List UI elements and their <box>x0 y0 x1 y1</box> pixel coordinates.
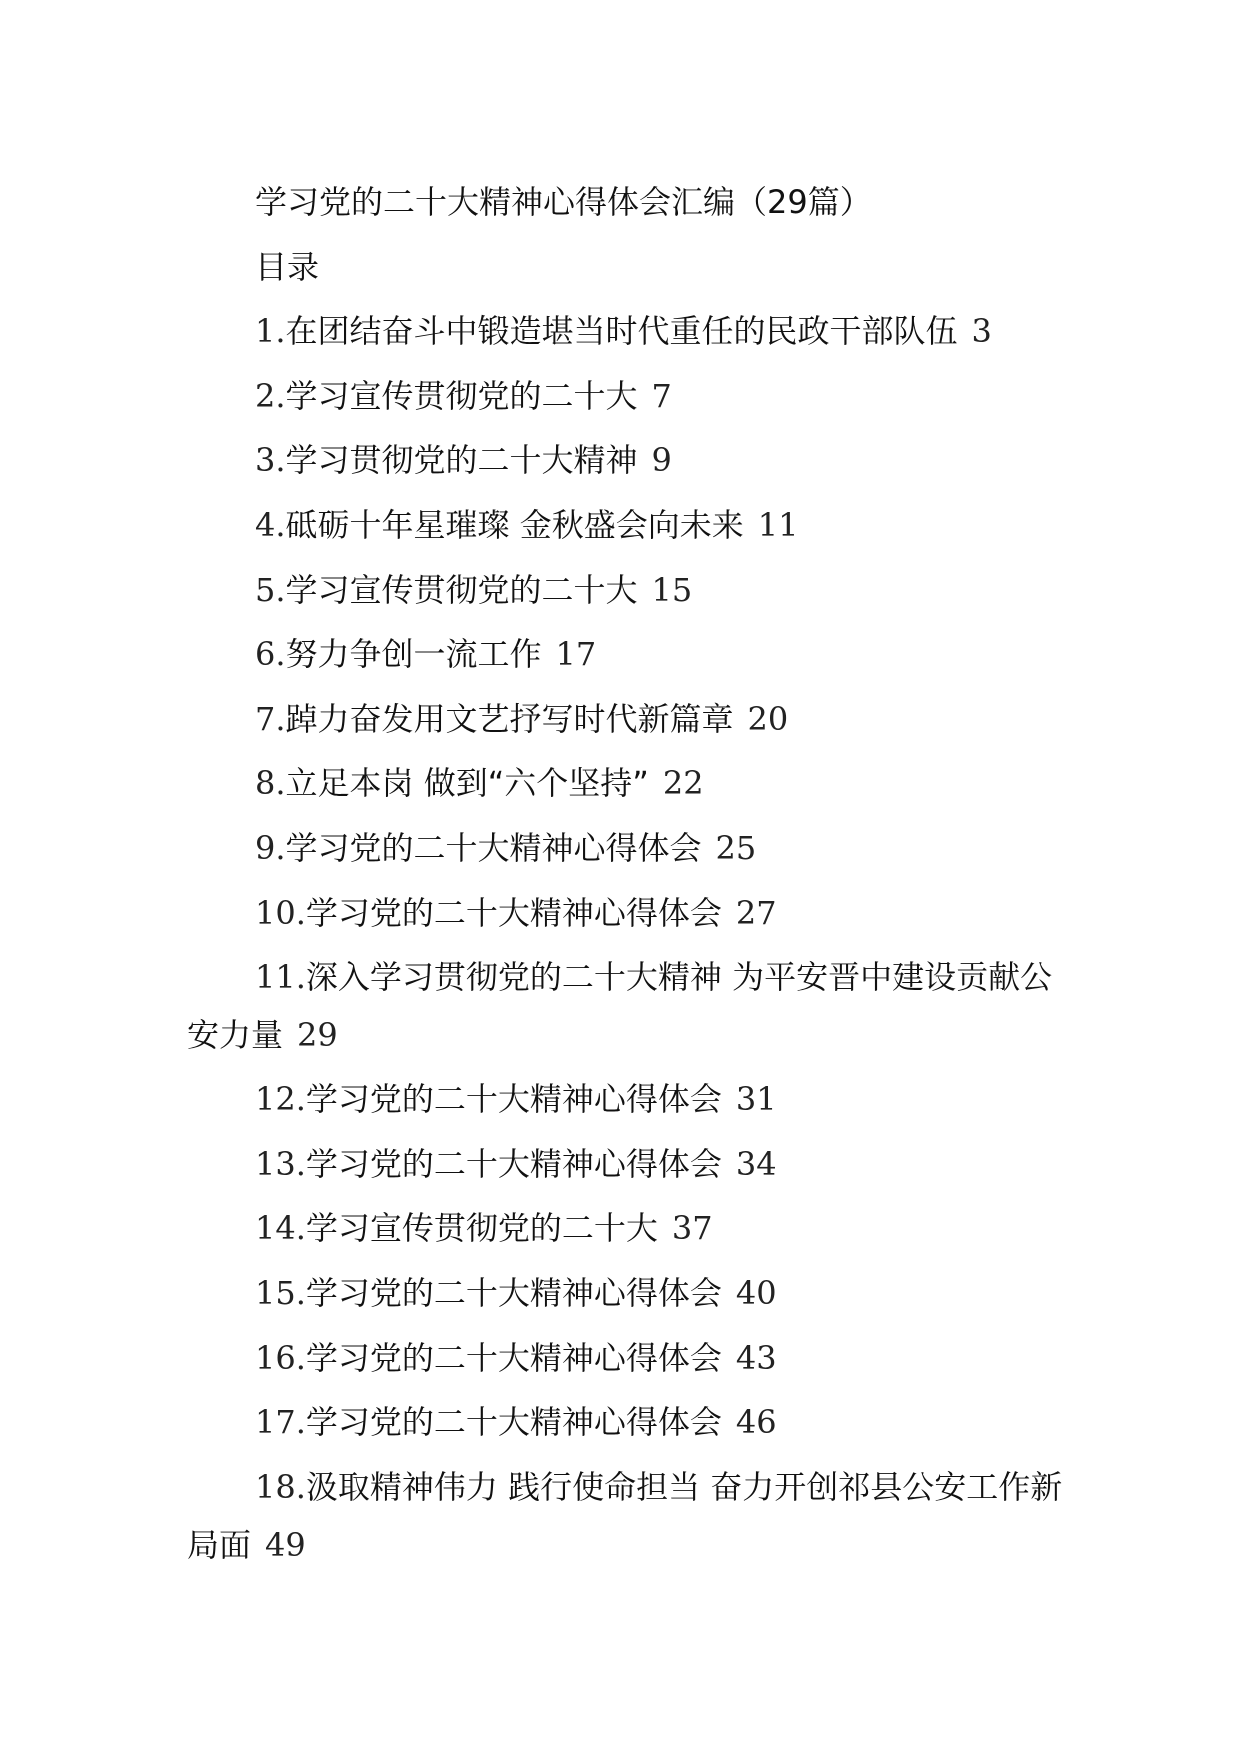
toc-entry-page-number: 3 <box>971 312 992 351</box>
toc-entry-number: 6. <box>255 635 286 674</box>
toc-heading: 目录 <box>255 247 320 286</box>
toc-entry-number: 7. <box>255 699 286 738</box>
toc-entry-page-number: 34 <box>735 1144 777 1183</box>
toc-entry-number: 10. <box>255 893 306 932</box>
toc-entry-title: 学习党的二十大精神心得体会 <box>305 1144 722 1183</box>
toc-list <box>187 299 1067 1577</box>
toc-entry-title: 学习宣传贯彻党的二十大 <box>285 376 638 415</box>
toc-entry-number: 15. <box>255 1273 306 1312</box>
toc-entry[interactable] <box>187 364 1067 429</box>
toc-entry-title: 深入学习贯彻党的二十大精神 为平安晋中建设贡献公安力量 <box>187 958 1053 1055</box>
toc-entry-number: 16. <box>255 1338 306 1377</box>
toc-entry[interactable] <box>187 945 1067 1067</box>
toc-entry-title: 学习党的二十大精神心得体会 <box>305 1338 722 1377</box>
toc-entry-number: 13. <box>255 1144 306 1183</box>
toc-entry-title: 立足本岗 做到“六个坚持” <box>285 764 649 803</box>
toc-entry[interactable] <box>187 1132 1067 1197</box>
toc-entry[interactable] <box>187 1196 1067 1261</box>
toc-entry-page-number: 46 <box>735 1403 777 1442</box>
toc-entry-page-number: 22 <box>662 764 704 803</box>
toc-entry[interactable] <box>187 881 1067 946</box>
toc-entry[interactable] <box>187 622 1067 687</box>
toc-entry-title: 学习党的二十大精神心得体会 <box>305 1273 722 1312</box>
toc-entry-page-number: 29 <box>297 1016 338 1055</box>
toc-entry-page-number: 17 <box>555 635 597 674</box>
toc-entry-number: 9. <box>255 828 286 867</box>
toc-entry[interactable] <box>187 1455 1067 1577</box>
toc-entry[interactable] <box>187 1390 1067 1455</box>
toc-entry-number: 1. <box>255 312 286 351</box>
toc-entry[interactable] <box>187 1261 1067 1326</box>
toc-entry-title: 学习贯彻党的二十大精神 <box>285 441 638 480</box>
toc-entry-number: 3. <box>255 441 286 480</box>
toc-entry-title: 学习党的二十大精神心得体会 <box>305 1080 722 1119</box>
toc-entry-page-number: 11 <box>757 505 799 544</box>
toc-entry[interactable] <box>187 1067 1067 1132</box>
toc-entry-page-number: 31 <box>735 1080 777 1119</box>
toc-entry[interactable] <box>187 687 1067 752</box>
toc-entry-page-number: 37 <box>671 1209 713 1248</box>
toc-entry[interactable] <box>187 1326 1067 1391</box>
toc-entry[interactable] <box>187 428 1067 493</box>
toc-entry-title: 砥砺十年星璀璨 金秋盛会向未来 <box>285 505 744 544</box>
toc-entry-title: 在团结奋斗中锻造堪当时代重任的民政干部队伍 <box>285 312 958 351</box>
document-page <box>187 170 1067 1577</box>
toc-entry-page-number: 7 <box>651 376 672 415</box>
document-title: 学习党的二十大精神心得体会汇编（29篇） <box>255 183 872 221</box>
toc-entry-number: 4. <box>255 505 286 544</box>
toc-entry-page-number: 9 <box>651 441 672 480</box>
toc-entry-number: 12. <box>255 1080 306 1119</box>
toc-entry-title: 学习党的二十大精神心得体会 <box>305 1403 722 1442</box>
toc-entry-page-number: 27 <box>735 893 777 932</box>
toc-entry-title: 学习宣传贯彻党的二十大 <box>285 570 638 609</box>
toc-entry-number: 11. <box>255 958 306 997</box>
toc-entry-title: 学习党的二十大精神心得体会 <box>285 828 702 867</box>
toc-entry-number: 14. <box>255 1209 306 1248</box>
toc-entry-number: 2. <box>255 376 286 415</box>
toc-entry-page-number: 25 <box>715 828 757 867</box>
toc-entry-page-number: 20 <box>747 699 789 738</box>
toc-entry-page-number: 43 <box>735 1338 777 1377</box>
toc-entry-title: 踔力奋发用文艺抒写时代新篇章 <box>285 699 734 738</box>
toc-entry[interactable] <box>187 493 1067 558</box>
toc-entry-number: 17. <box>255 1403 306 1442</box>
toc-entry-number: 5. <box>255 570 286 609</box>
toc-entry-title: 学习宣传贯彻党的二十大 <box>305 1209 658 1248</box>
toc-entry[interactable] <box>187 751 1067 816</box>
toc-entry-page-number: 40 <box>735 1273 777 1312</box>
toc-entry[interactable] <box>187 816 1067 881</box>
toc-entry[interactable] <box>187 558 1067 623</box>
toc-entry-title: 学习党的二十大精神心得体会 <box>305 893 722 932</box>
toc-entry-page-number: 49 <box>265 1525 306 1564</box>
toc-entry-page-number: 15 <box>651 570 693 609</box>
toc-entry[interactable] <box>187 299 1067 364</box>
toc-entry-number: 8. <box>255 764 286 803</box>
toc-entry-title: 汲取精神伟力 践行使命担当 奋力开创祁县公安工作新局面 <box>187 1467 1063 1564</box>
toc-entry-number: 18. <box>255 1467 306 1506</box>
toc-entry-title: 努力争创一流工作 <box>285 635 542 674</box>
